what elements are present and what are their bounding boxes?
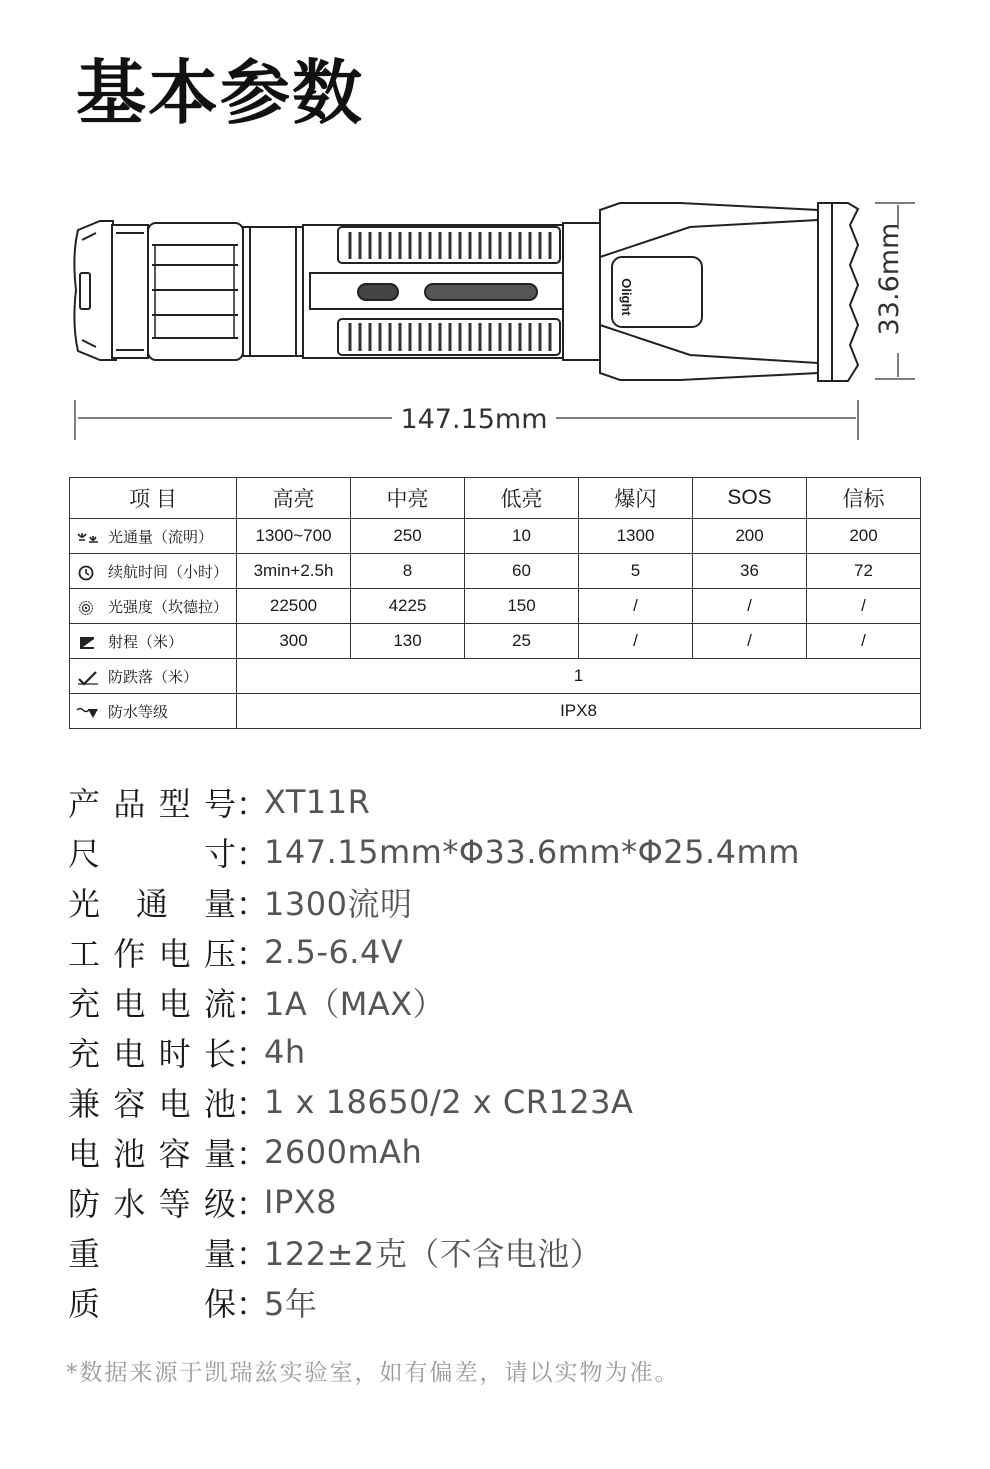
table-header-row	[70, 478, 921, 519]
table-cell-merged: IPX8	[237, 694, 921, 729]
spec-item-waterproof: 防 水 等 级 ： IPX8	[68, 1177, 800, 1227]
table-cell-merged: 1	[237, 659, 921, 694]
clock-icon	[76, 565, 100, 581]
drop-test-icon	[76, 670, 100, 686]
header-low: 低亮	[465, 478, 579, 519]
spec-key: 工 作 电 压	[68, 935, 236, 973]
table-cell: 10	[465, 519, 579, 554]
table-cell: /	[579, 624, 693, 659]
spec-item-battery-capacity: 电 池 容 量 ： 2600mAh	[68, 1127, 800, 1177]
table-cell: /	[693, 589, 807, 624]
page-title: 基本参数	[76, 52, 364, 134]
header-medium: 中亮	[351, 478, 465, 519]
table-cell: /	[807, 589, 921, 624]
table-cell: /	[579, 589, 693, 624]
table-row	[70, 519, 921, 554]
table-cell: 1300	[579, 519, 693, 554]
beam-icon	[76, 635, 100, 651]
spec-key: 电 池 容 量	[68, 1135, 236, 1173]
table-row	[70, 659, 921, 694]
spec-value: 147.15mm*Φ33.6mm*Φ25.4mm	[264, 833, 800, 871]
spec-value: IPX8	[264, 1183, 338, 1221]
spec-item-voltage: 工 作 电 压 ： 2.5-6.4V	[68, 927, 800, 977]
table-cell: 36	[693, 554, 807, 589]
row-label: 射程（米）	[108, 633, 184, 651]
length-dimension-label: 147.15mm	[400, 404, 548, 435]
spec-item-weight: 重 量 ： 122±2克（不含电池）	[68, 1227, 800, 1277]
diameter-dimension-label: 33.6mm	[874, 222, 905, 336]
spec-value: 5年	[264, 1285, 318, 1323]
performance-table	[69, 477, 921, 729]
sparkle-icon	[76, 530, 100, 546]
row-label: 防水等级	[108, 703, 169, 721]
row-label-cell	[70, 624, 237, 659]
table-cell: /	[693, 624, 807, 659]
header-high: 高亮	[237, 478, 351, 519]
row-label: 光通量（流明）	[108, 528, 214, 546]
waterproof-icon	[76, 705, 100, 721]
row-label-cell	[70, 694, 237, 729]
spec-value: 1300流明	[264, 885, 413, 923]
header-strobe: 爆闪	[579, 478, 693, 519]
spec-key: 质 保	[68, 1285, 236, 1323]
spec-value: 2600mAh	[264, 1133, 423, 1171]
table-cell: 130	[351, 624, 465, 659]
spec-value: 2.5-6.4V	[264, 933, 404, 971]
table-cell: 25	[465, 624, 579, 659]
spec-key: 尺 寸	[68, 835, 236, 873]
table-cell: /	[807, 624, 921, 659]
table-row	[70, 624, 921, 659]
spec-item-warranty: 质 保 ： 5年	[68, 1277, 800, 1327]
table-cell: 60	[465, 554, 579, 589]
table-row	[70, 589, 921, 624]
row-label: 续航时间（小时）	[108, 563, 229, 581]
table-row	[70, 694, 921, 729]
table-cell: 72	[807, 554, 921, 589]
table-row	[70, 554, 921, 589]
spec-key: 兼 容 电 池	[68, 1085, 236, 1123]
spec-value: 1 x 18650/2 x CR123A	[264, 1083, 634, 1121]
table-cell: 4225	[351, 589, 465, 624]
target-icon	[76, 600, 100, 616]
spec-item-battery-compat: 兼 容 电 池 ： 1 x 18650/2 x CR123A	[68, 1077, 800, 1127]
row-label: 光强度（坎德拉）	[108, 598, 229, 616]
spec-key: 防 水 等 级	[68, 1185, 236, 1223]
spec-item-model: 产 品 型 号 ： XT11R	[68, 777, 800, 827]
table-cell: 3min+2.5h	[237, 554, 351, 589]
table-cell: 300	[237, 624, 351, 659]
table-cell: 150	[465, 589, 579, 624]
table-cell: 8	[351, 554, 465, 589]
spec-item-charge-time: 充 电 时 长 ： 4h	[68, 1027, 800, 1077]
spec-item-size: 尺 寸 ： 147.15mm*Φ33.6mm*Φ25.4mm	[68, 827, 800, 877]
table-cell: 200	[693, 519, 807, 554]
spec-key: 充 电 时 长	[68, 1035, 236, 1073]
table-cell: 1300~700	[237, 519, 351, 554]
table-cell: 22500	[237, 589, 351, 624]
header-sos: SOS	[693, 478, 807, 519]
flashlight-diagram	[0, 185, 990, 455]
row-label-cell	[70, 659, 237, 694]
spec-key: 光 通 量	[68, 885, 236, 923]
spec-value: 122±2克（不含电池）	[264, 1235, 603, 1273]
spec-value: 4h	[264, 1033, 306, 1071]
table-cell: 200	[807, 519, 921, 554]
spec-item-charge-current: 充 电 电 流 ： 1A（MAX）	[68, 977, 800, 1027]
row-label-cell	[70, 554, 237, 589]
row-label-cell	[70, 589, 237, 624]
header-item: 项 目	[70, 478, 237, 519]
row-label-cell	[70, 519, 237, 554]
table-cell: 250	[351, 519, 465, 554]
spec-value: XT11R	[264, 783, 371, 821]
spec-key: 重 量	[68, 1235, 236, 1273]
footnote: *数据来源于凯瑞兹实验室，如有偏差，请以实物为准。	[66, 1360, 680, 1386]
header-beacon: 信标	[807, 478, 921, 519]
spec-key: 产 品 型 号	[68, 785, 236, 823]
flashlight-logo: Olight	[619, 278, 634, 316]
spec-value: 1A（MAX）	[264, 985, 446, 1023]
spec-item-lumens: 光 通 量 ： 1300流明	[68, 877, 800, 927]
spec-key: 充 电 电 流	[68, 985, 236, 1023]
table-cell: 5	[579, 554, 693, 589]
row-label: 防跌落（米）	[108, 668, 199, 686]
spec-list	[68, 777, 800, 1327]
